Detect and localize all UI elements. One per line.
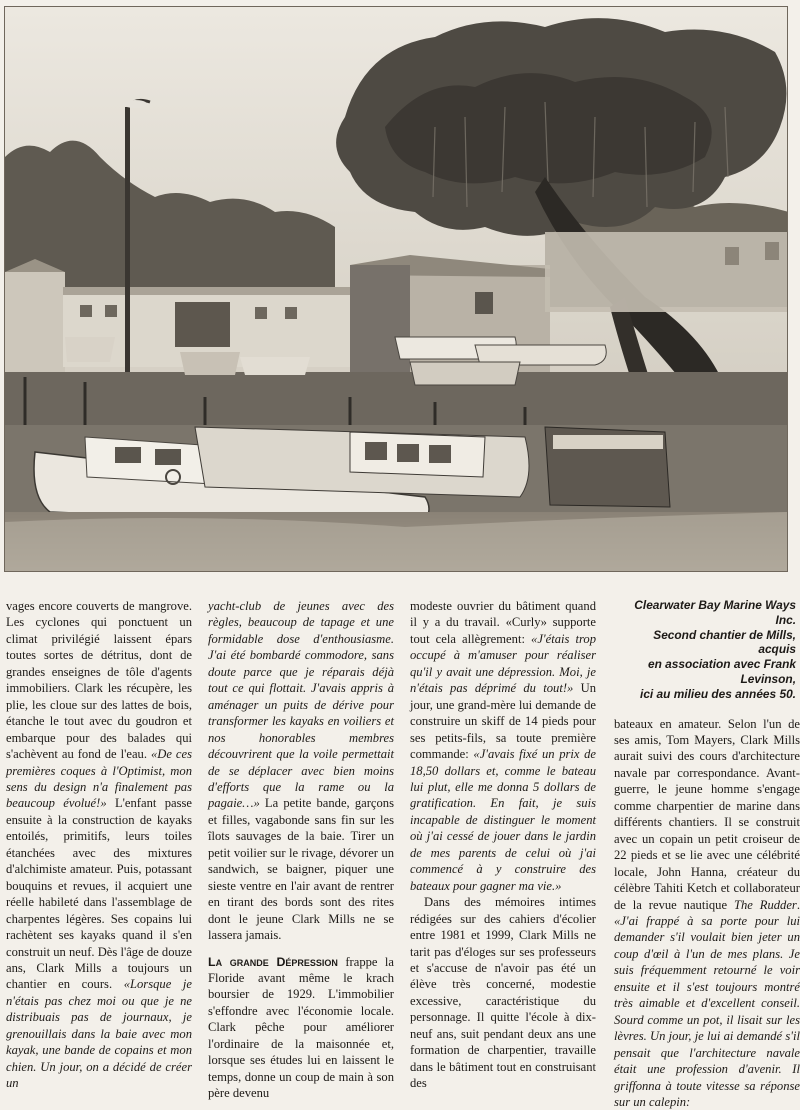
body-text: . [796,897,800,912]
caption-line: Second chantier de Mills, acquis [653,627,796,657]
quote: «De ces premières coques à l'Optimist, mon sens du design n'a finalement pas beaucoup évolué!» [6,747,192,811]
caption-line: en association avec Frank Levinson, [647,657,796,686]
quote: «Lorsque je n'étais pas chez moi ou que je ne distribuais pas de journaux, je grenouillais dans la baie avec mon kayak, une bande de copains et mon chien. Un jour, on a décidé de créer un [6,977,192,1091]
paragraph [6,598,192,1092]
text-column-1 [6,598,192,1092]
caption-title: Clearwater Bay Marine Ways Inc. [634,598,796,627]
magazine-title: The Rudder [733,897,797,912]
text-column-4 [614,598,800,1110]
text-column-2 [208,598,394,1102]
body-text: La petite bande, garçons et filles, vagabonde sans fin sur les îlots sauvages de la baie. Tirer un petit voilier sur le rivage, dévorer un sandwich, se baigner, piquer une sieste ventre en l'air avant de rentrer en tirant des bords sont des rites dont le jeune Clark Mills ne se lassera jamais. [208,796,394,943]
body-text: frappe la Floride avant même le krach boursier de 1929. L'immobilier s'effondre avec l'économie locale. Clark pêche pour améliorer l'ordinaire de la maisonnée et, lorsque ses études lui en laissent le temps, donne un coup de main à son père devenu [208,954,394,1101]
body-text: Un jour, une grand-mère lui demande de construire un skiff de 14 pieds pour ses petits-fils, sa toute première commande: [410,681,596,762]
body-text: vages encore couverts de mangrove. Les cyclones qui ponctuent un climat privilégié laissent épars toutes sortes de détritus, dont de grandes enseignes de tôle d'agents immobiliers. Clark les récupère, les plie, les cloue sur des lattes de bois, étanche le tout avec du goudron et embarque pour des balades qui s'achèvent au fond de l'eau. [6,599,192,762]
paragraph [410,894,596,1091]
quote: «J'avais fixé un prix de 18,50 dollars et, comme le bateau lui plut, elle me donna 5 dollars de gratification. En fait, je suis incapable de distinguer le moment où j'ai cessé de jouer dans le jardin de mes parents de celui où j'ai commencé à y construire des bateaux pour gagner ma vie.» [410,747,597,893]
quote: «J'ai frappé à sa porte pour lui demander s'il voulait bien jeter un coup d'œil à l'un de mes plans. Je suis fréquemment retourné le voir ensuite et il s'est toujours montré très aimable et d'excellent conseil. Sourd comme un pot, il lisait sur les lèvres. Un jour, je lui ai demandé s'il pensait que l'architecture navale était une profession d'avenir. Il griffonna à toute vitesse sa réponse sur un calepin: [614,914,800,1109]
quote: yacht-club de jeunes avec des règles, beaucoup de tapage et une formidable dose d'enthousiasme. J'ai été bombardé commodore, sans doute parce que je réparais déjà tout ce qui flottait. J'avais appris à aménager un puits de dérive pour transformer les kayaks en voiliers et nos honorables membres découvrirent que la voile permettait de se déplacer avec bien moins d'efforts que la rame ou la pagaie…» [208,599,394,811]
body-text: Dans des mémoires intimes rédigées sur des cahiers d'écolier entre 1981 et 1999, Clark Mills ne tarit pas d'éloges sur ses professeurs et s'accuse de n'avoir pas été un élève très concerné, modestie excessive, caractéristique du personnage. Il quitte l'école à dix-neuf ans, suit pendant deux ans une formation de charpentier, travaille dans le bâtiment tout en construisant des [410,895,596,1091]
caption-line: ici au milieu des années 50. [640,686,796,701]
section-heading: La grande Dépression [208,954,338,969]
paragraph [614,716,800,1110]
paragraph [410,598,596,894]
body-text: bateaux en amateur. Selon l'un de ses amis, Tom Mayers, Clark Mills aurait suivi des cours d'architecture navale par correspondance. Avant-guerre, le jeune homme s'engage comme charpentier de marine dans différents chantiers. Il se construit avec un copain un petit croiseur de 22 pieds et se lie avec une célébrité locale, John Hanna, créateur du célèbre Tahiti Ketch et collaborateur de la revue nautique [614,716,800,912]
body-text: L'enfant passe ensuite à la construction de kayaks entoilés, primitifs, leurs toiles étanchées avec des mixtures d'alchimiste amateur. Puis, potassant bouquins et revues, il acquiert une réelle habileté dans l'assemblage de charpentes légères. Ses copains lui rachètent ses kayaks quand il s'en construit un neuf. Dès l'âge de douze ans, Clark Mills a toujours un chantier en cours. [6,796,192,992]
boatyard-photo [4,6,788,572]
text-column-3 [410,598,596,1092]
quote: «J'étais trop occupé à m'amuser pour réaliser qu'il y avait une dépression. Moi, je n'étais pas déprimé du tout!» [410,631,596,696]
paragraph [208,598,394,944]
paragraph [208,954,394,1102]
photo-caption [614,598,800,702]
body-text: modeste ouvrier du bâtiment quand il y a du travail. «Curly» supporte tout cela allègrement: [410,599,596,646]
